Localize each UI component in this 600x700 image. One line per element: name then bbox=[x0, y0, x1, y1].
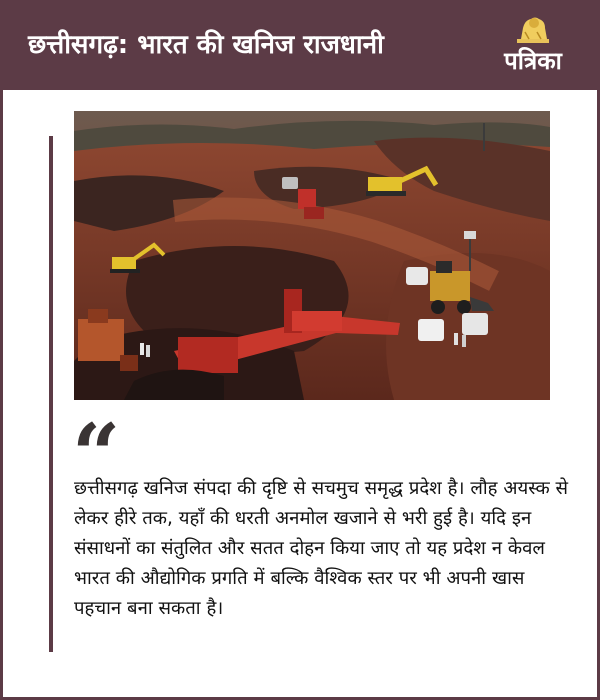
mine-photo bbox=[74, 111, 550, 400]
quote-mark-icon: “ bbox=[72, 405, 121, 504]
open-pit-mine-illustration bbox=[74, 111, 550, 400]
header-bar bbox=[0, 0, 600, 90]
lion-emblem-icon bbox=[515, 12, 551, 44]
brand-name: पत्रिका bbox=[504, 47, 562, 75]
page-title: छत्तीसगढ़: भारत की खनिज राजधानी bbox=[28, 30, 384, 60]
accent-line bbox=[49, 136, 53, 652]
brand-logo[interactable] bbox=[490, 12, 576, 78]
quote-text: छत्तीसगढ़ खनिज संपदा की दृष्टि से सचमुच समृद्ध प्रदेश है। लौह अयस्क से लेकर हीरे तक, यहाँ की धरती अनमोल खजाने से भरी हुई है। यदि इन संसाधनों का संतुलित और सतत दोहन किया जाए तो यह प्रदेश न केवल भारत की औद्योगिक प्रगति में बल्कि वैश्विक स्तर पर भी अपनी खास पहचान बना सकता है। bbox=[74, 478, 569, 619]
